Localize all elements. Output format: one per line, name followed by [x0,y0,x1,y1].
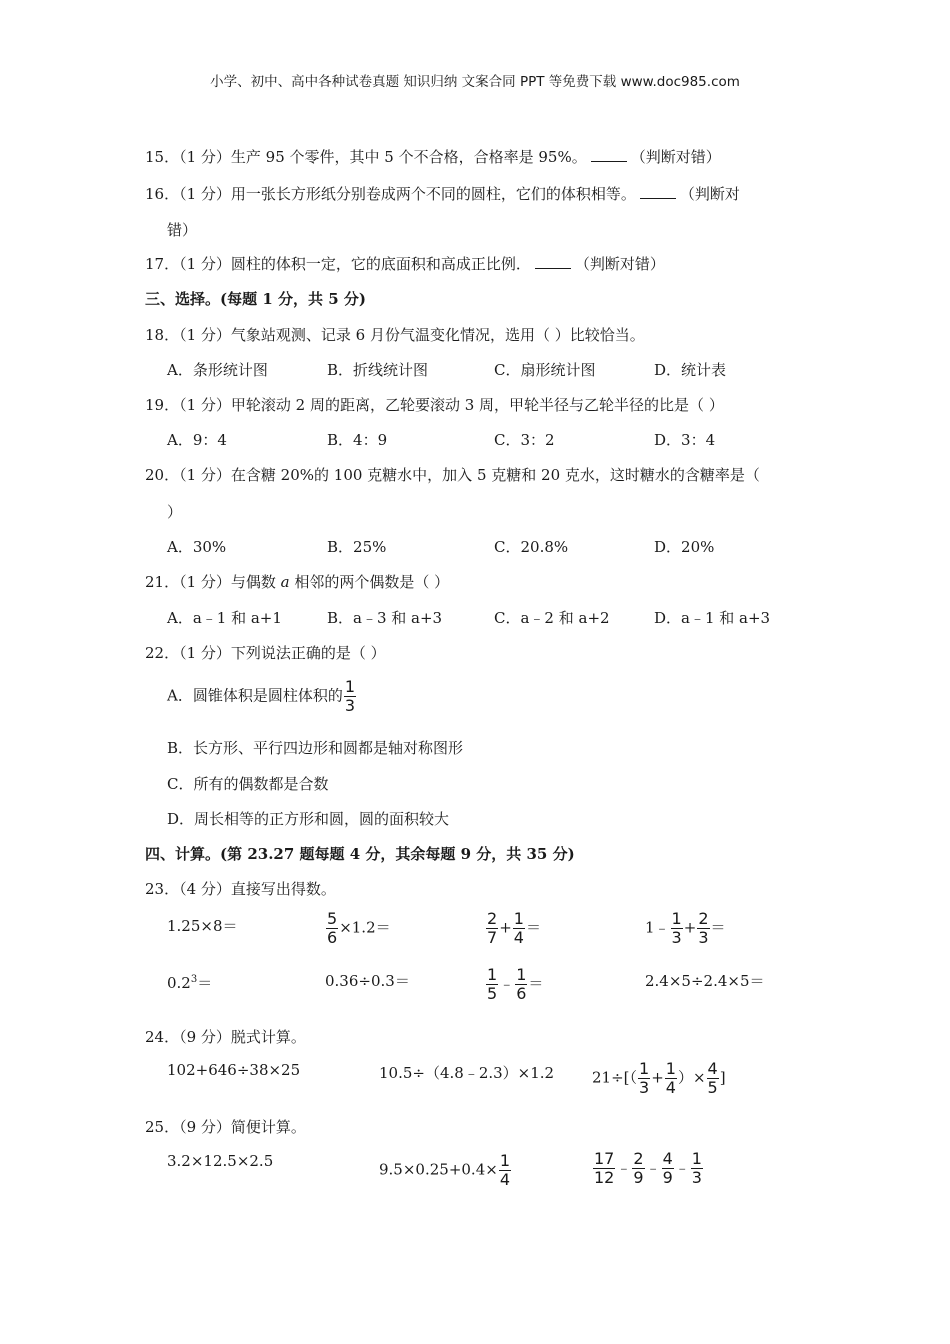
page-header: 小学、初中、高中各种试卷真题 知识归纳 文案合同 PPT 等免费下载 www.doc985.com [210,74,740,90]
operator: + [499,918,512,937]
denominator: 3 [639,1078,650,1097]
option-19-d[interactable]: D．3：4 [654,431,716,449]
numerator: 2 [487,909,498,928]
option-22-a-text: A．圆锥体积是圆柱体积的 [167,686,343,705]
numerator: 4 [707,1059,718,1078]
question-17-text: 17．（1 分）圆柱的体积一定，它的底面积和高成正比例． [145,255,531,273]
denominator: 6 [516,984,527,1003]
operator: ﹣ [499,974,515,993]
question-16-continuation: 错） [167,221,198,239]
numerator: 1 [639,1059,650,1078]
denominator: 3 [691,1168,702,1187]
fraction [671,910,683,947]
fraction [593,1150,615,1187]
q23-expr-6: 0.36÷0.3＝ [325,972,410,990]
q24-expr-2: 10.5÷（4.8﹣2.3）×1.2 [379,1064,555,1082]
question-15 [145,146,721,167]
variable-a: a [280,573,290,591]
option-22-d[interactable]: D．周长相等的正方形和圆，圆的面积较大 [167,810,450,828]
numerator: 17 [594,1149,615,1168]
q25-expr-2 [379,1152,512,1189]
expr-tail: ×1.2＝ [339,918,391,937]
denominator: 9 [662,1168,673,1187]
expr-tail: ＝ [525,918,541,937]
option-19-b[interactable]: B．4：9 [327,431,388,449]
operator: ﹣ [674,1158,690,1177]
question-21-suffix: 相邻的两个偶数是（ ） [289,573,450,591]
question-20-continuation: ） [167,503,183,521]
option-21-c[interactable]: C．a﹣2 和 a+2 [494,609,610,627]
q23-expr-4 [645,910,726,947]
numerator: 1 [344,677,356,696]
question-22: 22．（1 分）下列说法正确的是（ ） [145,644,386,662]
q25-expr-3 [592,1150,704,1187]
denominator: 3 [671,928,682,947]
option-21-d[interactable]: D．a﹣1 和 a+3 [654,609,771,627]
answer-blank-16[interactable] [640,184,676,199]
fraction [632,1150,644,1187]
fraction [326,910,338,947]
question-15-text: 15．（1 分）生产 95 个零件，其中 5 个不合格，合格率是 95%。 [145,148,587,166]
question-21 [145,571,449,592]
fraction [344,678,356,715]
option-20-c[interactable]: C．20.8% [494,538,569,556]
section-3-heading: 三、选择。(每题 1 分，共 5 分) [145,290,366,308]
numerator: 5 [327,909,338,928]
denominator: 5 [707,1078,718,1097]
numerator: 2 [633,1149,644,1168]
question-24: 24．（9 分）脱式计算。 [145,1028,306,1046]
question-19: 19．（1 分）甲轮滚动 2 周的距离，乙轮要滚动 3 周，甲轮半径与乙轮半径的比是（ ） [145,396,724,414]
option-20-b[interactable]: B．25% [327,538,387,556]
q23-expr-5 [167,972,212,993]
option-21-b[interactable]: B．a﹣3 和 a+3 [327,609,443,627]
numerator: 1 [513,909,524,928]
answer-blank-17[interactable] [535,254,571,269]
question-18: 18．（1 分）气象站观测、记录 6 月份气温变化情况，选用（ ）比较恰当。 [145,326,645,344]
question-21-text: 21．（1 分）与偶数 [145,573,281,591]
denominator: 4 [665,1078,676,1097]
denominator: 3 [344,696,356,715]
fraction [486,966,498,1003]
denominator: 5 [487,984,498,1003]
question-23: 23．（4 分）直接写出得数。 [145,880,336,898]
numerator: 2 [698,909,709,928]
operator: + [683,918,697,937]
fraction [697,910,709,947]
denominator: 9 [633,1168,644,1187]
option-20-a[interactable]: A．30% [167,538,227,556]
option-18-c[interactable]: C．扇形统计图 [494,361,596,379]
operator: ﹣ [616,1158,632,1177]
option-18-b[interactable]: B．折线统计图 [327,361,429,379]
expr-tail: ] [719,1068,726,1087]
expr-base: 0.2 [167,974,191,992]
question-15-suffix: （判断对错） [630,148,721,166]
option-19-c[interactable]: C．3：2 [494,431,555,449]
fraction [662,1150,674,1187]
fraction [515,966,527,1003]
fraction [665,1060,677,1097]
fraction [513,910,525,947]
fraction [486,910,498,947]
expr-mid: ）× [677,1068,706,1087]
fraction [499,1152,511,1189]
numerator: 4 [662,1149,673,1168]
denominator: 4 [513,928,524,947]
numerator: 1 [665,1059,676,1078]
q23-expr-7 [485,966,543,1003]
numerator: 1 [671,909,682,928]
question-16 [145,183,740,204]
denominator: 4 [499,1170,511,1189]
question-16-text: 16．（1 分）用一张长方形纸分别卷成两个不同的圆柱，它们的体积相等。 [145,185,636,203]
fraction [691,1150,703,1187]
option-22-c[interactable]: C．所有的偶数都是合数 [167,775,329,793]
option-20-d[interactable]: D．20% [654,538,715,556]
expr-head: 9.5×0.25+0.4× [379,1160,498,1179]
question-17 [145,253,665,274]
numerator: 1 [487,965,498,984]
question-20: 20．（1 分）在含糖 20%的 100 克糖水中，加入 5 克糖和 20 克水，这时糖水的含糖率是（ [145,466,760,484]
option-18-d[interactable]: D．统计表 [654,361,727,379]
expr-tail: ＝ [197,974,213,992]
q24-expr-3 [592,1060,726,1097]
q24-expr-1: 102+646÷38×25 [167,1061,301,1079]
option-18-a[interactable]: A．条形统计图 [167,361,268,379]
operator: + [651,1068,664,1087]
option-22-a[interactable] [167,678,357,715]
expr-head: 1﹣ [645,918,670,937]
option-21-a[interactable]: A．a﹣1 和 a+1 [167,609,282,627]
expr-head: 21÷[（ [592,1068,638,1087]
exponent: 3 [190,974,198,985]
q23-expr-2 [325,910,391,947]
denominator: 3 [698,928,709,947]
q23-expr-1: 1.25×8＝ [167,917,238,935]
question-16-suffix: （判断对 [679,185,740,203]
question-17-suffix: （判断对错） [574,255,665,273]
numerator: 1 [516,965,527,984]
fraction [707,1060,719,1097]
q25-expr-1: 3.2×12.5×2.5 [167,1152,274,1170]
expr-tail: ＝ [528,974,544,993]
expr-tail: ＝ [710,918,726,937]
section-4-heading: 四、计算。(第 23.27 题每题 4 分，其余每题 9 分，共 35 分) [145,845,575,863]
operator: ﹣ [645,1158,661,1177]
denominator: 6 [327,928,338,947]
numerator: 1 [691,1149,702,1168]
denominator: 7 [487,928,498,947]
fraction [638,1060,650,1097]
denominator: 12 [594,1168,615,1187]
q23-expr-8: 2.4×5÷2.4×5＝ [645,972,765,990]
answer-blank-15[interactable] [591,147,627,162]
q23-expr-3 [485,910,541,947]
question-25: 25．（9 分）简便计算。 [145,1118,306,1136]
numerator: 1 [499,1151,511,1170]
option-19-a[interactable]: A．9：4 [167,431,227,449]
option-22-b[interactable]: B．长方形、平行四边形和圆都是轴对称图形 [167,739,464,757]
